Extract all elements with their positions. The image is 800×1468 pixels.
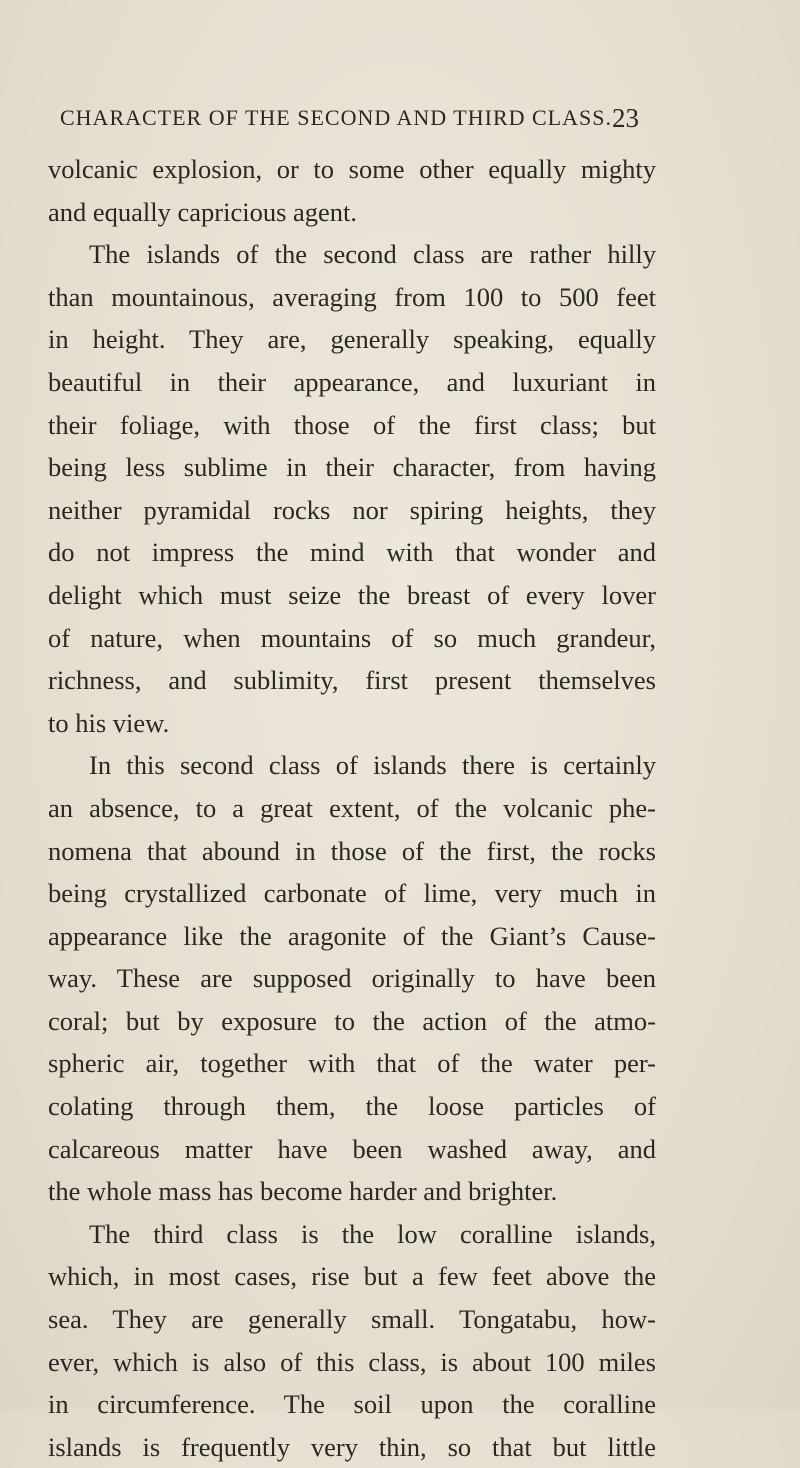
text-line: their foliage, with those of the first class; but <box>48 409 656 440</box>
text-line: the whole mass has become harder and brighter. <box>48 1176 558 1207</box>
text-line: and equally capricious agent. <box>48 196 358 227</box>
text-line: The islands of the second class are rather hilly <box>89 239 656 270</box>
text-line: way. These are supposed originally to have been <box>48 963 656 994</box>
text-line: being less sublime in their character, from having <box>48 452 656 483</box>
text-line: coral; but by exposure to the action of the atmo- <box>48 1005 656 1036</box>
text-line: neither pyramidal rocks nor spiring heights, they <box>48 494 656 525</box>
text-line: colating through them, the loose particles of <box>48 1091 656 1122</box>
text-line: islands is frequently very thin, so that but little <box>48 1431 656 1462</box>
text-line: in height. They are, generally speaking, equally <box>48 324 656 355</box>
running-head: CHARACTER OF THE SECOND AND THIRD CLASS. <box>60 105 612 130</box>
text-line: In this second class of islands there is certainly <box>89 750 656 781</box>
text-line: of nature, when mountains of so much grandeur, <box>48 622 656 653</box>
text-line: to his view. <box>48 707 170 738</box>
text-line: in circumference. The soil upon the coralline <box>48 1389 656 1420</box>
text-line: being crystallized carbonate of lime, very much in <box>48 878 656 909</box>
text-line: volcanic explosion, or to some other equally mighty <box>48 154 656 184</box>
text-line: The third class is the low coralline islands, <box>89 1218 656 1249</box>
text-line: delight which must seize the breast of every lover <box>48 579 656 610</box>
text-line: appearance like the aragonite of the Giant’s Cause- <box>48 920 656 951</box>
text-line: richness, and sublimity, first present themselves <box>48 665 656 696</box>
text-line: beautiful in their appearance, and luxuriant in <box>48 366 656 397</box>
text-line: an absence, to a great extent, of the volcanic phe- <box>48 792 656 823</box>
text-line: which, in most cases, rise but a few feet above the <box>48 1261 656 1292</box>
body-text <box>48 148 656 1468</box>
text-line: spheric air, together with that of the water per- <box>48 1048 656 1079</box>
text-line: calcareous matter have been washed away, and <box>48 1133 656 1164</box>
text-line: do not impress the mind with that wonder and <box>48 537 656 568</box>
text-line: nomena that abound in those of the first, the rocks <box>48 835 656 866</box>
page-number: 23 <box>612 103 639 133</box>
text-line: than mountainous, averaging from 100 to 500 feet <box>48 281 656 312</box>
text-line: sea. They are generally small. Tongatabu, how- <box>48 1304 656 1335</box>
text-line: ever, which is also of this class, is about 100 miles <box>48 1346 656 1377</box>
